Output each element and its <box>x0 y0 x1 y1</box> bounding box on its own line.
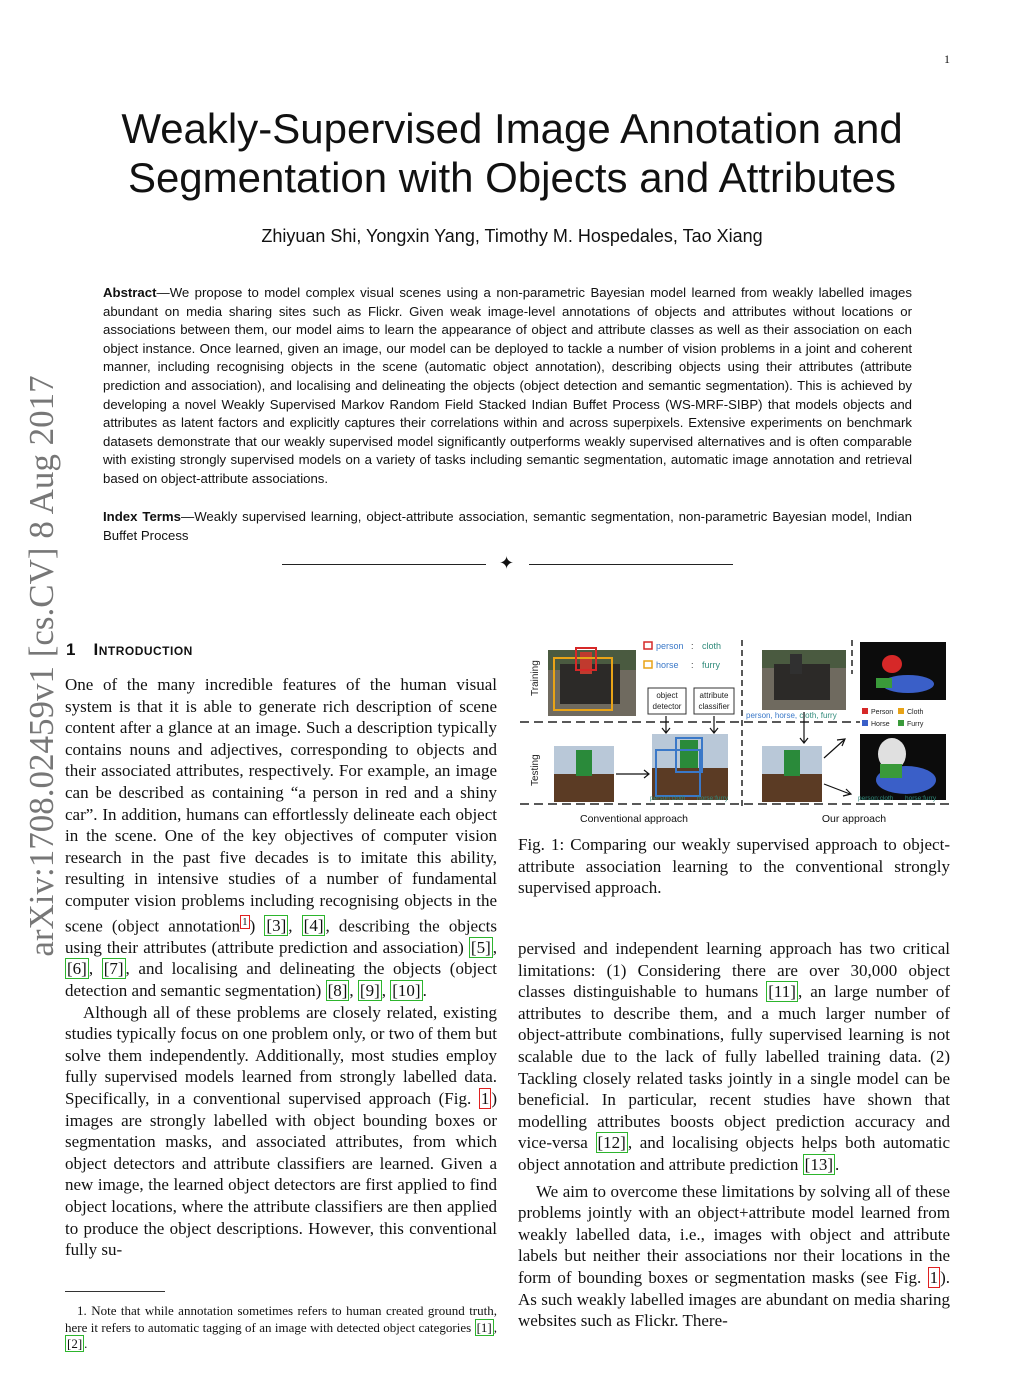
text-run: ) <box>249 916 265 936</box>
test-image-ours-input <box>762 746 822 802</box>
attribute-classifier-label-2: classifier <box>698 702 730 711</box>
seg-person-label: Person <box>871 709 894 716</box>
citation-link[interactable]: [7] <box>103 959 124 979</box>
seg-horse-label: Horse <box>871 721 890 728</box>
intro-paragraph-2 <box>65 1002 497 1261</box>
weak-label-horse: horse, <box>774 711 800 720</box>
page-number: 1 <box>944 52 950 66</box>
our-approach-label: Our approach <box>821 813 887 825</box>
citation-link[interactable]: [10] <box>392 980 421 1000</box>
figure-ref-link[interactable]: 1 <box>480 1088 490 1108</box>
text-run: , describing the objects using their attributes (attribute prediction and association) <box>65 916 497 957</box>
section-heading <box>66 640 193 660</box>
text-run: pervised and independent learning approach has two critical limitations: (1) Considering there are over 30,000 object classes distinguishable to humans <box>518 939 950 1002</box>
legend-colon: : <box>691 641 694 651</box>
legend-colon: : <box>691 660 694 670</box>
training-segmentation <box>860 642 946 700</box>
abstract-label: Abstract <box>103 285 157 300</box>
text-run: , an large number of attributes to describe them, and a much larger number of object-attribute combinations, fully supervised learning is not scalable due to the lack of fully labelled training data. (2) Tackling closely related tasks jointly in a single model can be beneficial. In particular, recent studies have shown that modelling attributes boosts object prediction accuracy and vice-versa <box>518 982 950 1153</box>
divider-line-left <box>282 564 486 565</box>
divider-star-icon: ✦ <box>499 553 515 573</box>
seg-furry-swatch <box>898 720 904 726</box>
legend-person: person <box>656 641 684 651</box>
footnote-rule <box>65 1291 165 1292</box>
attribute-classifier-label-1: attribute <box>699 691 729 700</box>
text-run: ) images are strongly labelled with object bounding boxes or segmentation masks, and associated attributes, from which object detectors and attribute classifiers are learned. Given a new image, the learned object detectors are first applied to find object locations, where the attribute classifiers are then applied to produce the object descriptions. However, this conventional fully su- <box>65 1088 497 1260</box>
training-image-conventional <box>548 648 636 716</box>
abstract-text: —We propose to model complex visual scenes using a non-parametric Bayesian model learned from weakly labelled images abundant on media sharing sites such as Flickr. Given weak image-level annotations of objects and attributes without locations or associations between them, our model aims to learn the appearance of object and attribute classes as well as their association on each object instance. Once learned, given an image, our model can be deployed to tackle a number of vision problems in a joint and coherent manner, including recognising objects in the scene (automatic object annotation), describing objects using their attributes (attribute prediction and association), and localising and delineating the objects (object detection and semantic segmentation). This is achieved by developing a novel Weakly Supervised Markov Random Field Stacked Indian Buffet Process (WS-MRF-SIBP) that models objects and attributes as latent factors and explicitly captures their correlations within and across superpixels. Extensive experiments on benchmark datasets demonstrate that our weakly supervised model significantly outperforms weakly supervised alternatives and is often comparable with existing strongly supervised models on a variety of tasks including semantic segmentation, automatic image annotation and retrieval based on object-attribute associations. <box>103 285 912 486</box>
index-terms <box>103 508 912 545</box>
citation-link[interactable]: [8] <box>327 980 348 1000</box>
training-image-weak <box>762 650 846 710</box>
object-detector-label-2: detector <box>652 702 682 711</box>
citation-link[interactable]: [12] <box>597 1133 626 1153</box>
author-list: Zhiyuan Shi, Yongxin Yang, Timothy M. Hospedales, Tao Xiang <box>261 226 763 246</box>
weak-labels <box>746 711 837 720</box>
test-image-conventional-input <box>554 746 614 802</box>
seg-cloth-label: Cloth <box>907 709 924 716</box>
text-run: , <box>288 916 302 936</box>
citation-link[interactable]: [6] <box>67 959 87 979</box>
seg-person-swatch <box>862 708 868 714</box>
text-run: , and localising and delineating the objects (object detection and semantic segmentation) <box>65 959 497 1000</box>
citation-link[interactable]: [2] <box>67 1336 83 1352</box>
citation-link[interactable]: [11] <box>768 982 796 1002</box>
index-terms-text: —Weakly supervised learning, object-attribute association, semantic segmentation, non-parametric Bayesian model, Indian Buffet Process <box>103 509 912 543</box>
footnote: 1. Note that while annotation sometimes refers to human created ground truth, here it refers to automatic tagging of an image with detected object categories [1] , [2] . <box>65 1303 497 1352</box>
intro-left-column <box>65 674 497 1261</box>
text-run: We aim to overcome these limitations by solving all of these problems jointly with an object+attribute model learned from weakly labelled data, i.e., images with object and attribute labels but neither their associations nor their locations in the form of bounding boxes or segmentation masks (see Fig. <box>518 1181 950 1287</box>
citation-link[interactable]: [9] <box>359 980 380 1000</box>
object-detector-label-1: object <box>656 691 678 700</box>
intro-paragraph-3: pervised and independent learning approach has two critical limitations: (1) Considering there are over 30,000 object classes distinguishable to humans [11] , an large number of attributes to describe them, and a much larger number of object-attribute combinations, fully supervised learning is not scalable due to the lack of fully labelled training data. (2) Tackling closely related tasks jointly in a single model can be beneficial. In particular, recent studies have shown that modelling attributes boosts object prediction accuracy and vice-versa [12] , and localising objects helps both automatic object annotation and attribute prediction [13] . <box>518 939 951 1174</box>
test-label-person-cloth-ours: person:cloth <box>858 795 894 802</box>
divider-line-right <box>529 564 733 565</box>
footnote-marker-link[interactable]: 1 <box>242 915 248 928</box>
legend-red-swatch <box>644 642 652 649</box>
figure-ref-link[interactable]: 1 <box>929 1267 939 1287</box>
paper-title: Weakly-Supervised Image Annotation and Segmentation with Objects and Attributes <box>121 105 903 201</box>
training-label: Training <box>530 660 541 696</box>
figure-1-diagram <box>520 634 950 830</box>
weak-label-furry: furry <box>820 711 837 720</box>
citation-link[interactable]: [3] <box>266 916 287 936</box>
testing-label: Testing <box>530 754 541 786</box>
seg-furry-label: Furry <box>907 721 924 728</box>
section-number: 1 <box>66 640 76 659</box>
citation-link[interactable]: [5] <box>470 937 491 957</box>
test-image-conventional-output <box>652 734 728 800</box>
test-image-ours-output <box>860 734 946 800</box>
test-label-horse-furry-conventional: horse:furry <box>697 795 729 802</box>
text-run: Although all of these problems are closely related, existing studies typically focus on one problem only, or two of them but solve them independently. Additionally, most studies employ fully supervised models learned from strongly labelled data. Specifically, in a conventional supervised approach (Fig. <box>65 1002 497 1108</box>
weak-label-cloth: cloth, <box>799 711 821 720</box>
footnote-text: 1. Note that while annotation sometimes refers to human created ground truth, here it refers to automatic tagging of an image with detected object categories <box>65 1303 497 1335</box>
index-terms-label: Index Terms <box>103 509 181 524</box>
citation-link[interactable]: [13] <box>804 1154 833 1174</box>
test-label-horse-furry-ours: horse:furry <box>905 795 937 802</box>
seg-horse-swatch <box>862 720 868 726</box>
citation-link[interactable]: [1] <box>476 1319 492 1335</box>
abstract <box>103 284 912 489</box>
arxiv-stamp: arXiv:1708.02459v1 [cs.CV] 8 Aug 2017 <box>22 375 61 957</box>
text-run: One of the many incredible features of the human visual system is that it is able to generate rich description of scene content after a glance at an image. Such a description typically contains nouns and adjectives, corresponding to objects and their associated attributes, respectively. For example, an image can be described as containing “a person in red and a shiny car”. In addition, humans can effortlessly delineate each object in the scene. One of the key objectives of computer vision research in the past five decades is to imitate this ability, resulting in intensive studies of a number of fundamental computer vision problems including recognising objects in the scene (object annotation <box>65 675 497 936</box>
legend-orange-swatch <box>644 661 652 668</box>
figure-1-caption: Fig. 1: Comparing our weakly supervised approach to object-attribute association learning to the conventional strongly supervised approach. <box>518 835 950 898</box>
citation-link[interactable]: [4] <box>303 916 324 936</box>
conventional-approach-label: Conventional approach <box>580 813 688 825</box>
text-run: , and localising objects helps both automatic object annotation and attribute prediction <box>518 1133 951 1174</box>
intro-paragraph-1: One of the many incredible features of the human visual system is that it is able to generate rich description of scene content after a glance at an image. Such a description typically contains nouns and adjectives, corresponding to objects and their associated attributes, respectively. For example, an image can be described as containing “a person in red and a shiny car”. In addition, humans can effortlessly delineate each object in the scene. One of the key objectives of computer vision research in the past five decades is to imitate this ability, resulting in intensive studies of a number of fundamental computer vision problems including recognising objects in the scene (object annotation $^1$ ) [3] , [4] , describing the objects using their attributes (attribute prediction and association) [5] , [6] , [7] , and localising and delineating the objects (object detection and semantic segmentation) [8] , [9] , [10] . <box>65 675 497 1000</box>
intro-right-column <box>518 938 950 1332</box>
seg-cloth-swatch <box>898 708 904 714</box>
weak-label-person: person, <box>746 711 775 720</box>
test-label-person-cloth-conventional: person:cloth <box>650 795 686 802</box>
legend-furry: furry <box>702 660 720 670</box>
legend-cloth: cloth <box>702 641 722 651</box>
legend-horse: horse <box>656 660 679 670</box>
intro-paragraph-4 <box>518 1181 950 1332</box>
section-title: Introduction <box>93 640 193 659</box>
text-run: ). As such weakly labelled images are abundant on media sharing websites such as Flickr. There- <box>518 1267 950 1331</box>
